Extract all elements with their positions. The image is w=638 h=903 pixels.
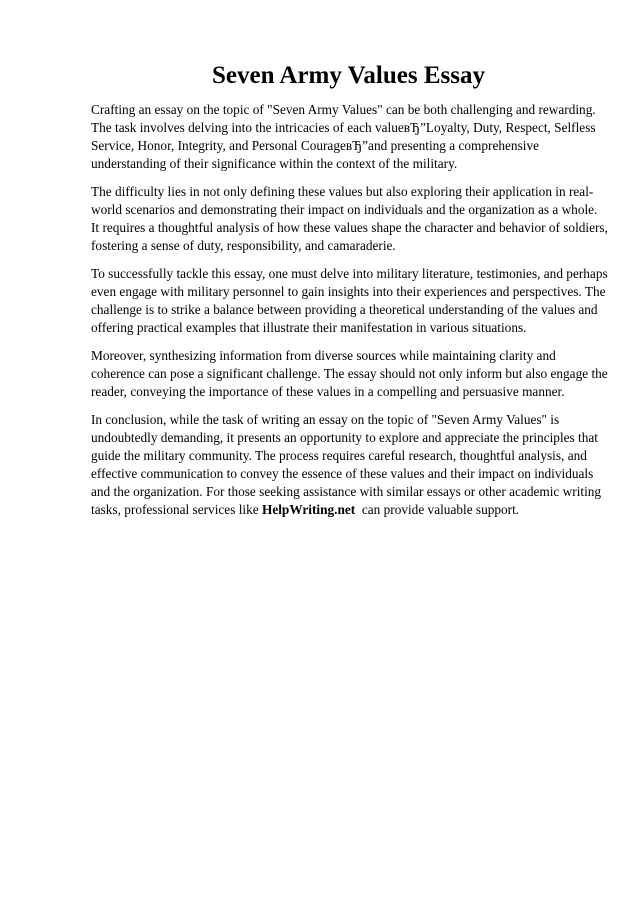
document-title: Seven Army Values Essay xyxy=(212,62,485,89)
text-fragment: can provide valuable support. xyxy=(355,502,520,517)
paragraph-1 xyxy=(91,101,596,173)
text-fragment: tasks, professional services like xyxy=(91,502,262,517)
text-line: and the organization. For those seeking assistance with similar essays or other academic writing xyxy=(91,484,602,499)
text-line-last xyxy=(91,501,596,519)
paragraph-5 xyxy=(91,411,602,519)
paragraph-3 xyxy=(91,265,608,337)
text-line: Service, Honor, Integrity, and Personal CourageвЂ”and presenting a comprehensive xyxy=(91,138,539,153)
text-line: It requires a thoughtful analysis of how these values shape the character and behavior of soldiers, xyxy=(91,220,608,235)
text-line: effective communication to convey the essence of these values and their impact on individuals xyxy=(91,466,594,481)
paragraph-2 xyxy=(91,183,608,255)
helpwriting-link[interactable]: HelpWriting.net xyxy=(261,502,356,517)
text-line: fostering a sense of duty, responsibility, and camaraderie. xyxy=(91,238,396,253)
text-line: undoubtedly demanding, it presents an opportunity to explore and appreciate the principles that xyxy=(91,430,598,445)
text-line: The difficulty lies in not only defining these values but also exploring their application in real- xyxy=(91,184,594,199)
text-line: To successfully tackle this essay, one must delve into military literature, testimonies, and perhaps xyxy=(91,266,608,281)
text-line: challenge is to strike a balance between providing a theoretical understanding of the values and xyxy=(91,302,598,317)
text-line: In conclusion, while the task of writing an essay on the topic of "Seven Army Values" is xyxy=(91,412,560,427)
text-line: offering practical examples that illustrate their manifestation in various situations. xyxy=(91,320,527,335)
document-page xyxy=(91,60,608,529)
text-line: even engage with military personnel to gain insights into their experiences and perspectives. The xyxy=(91,284,606,299)
text-line: understanding of their significance within the context of the military. xyxy=(91,156,458,171)
text-line: coherence can pose a significant challenge. The essay should not only inform but also engage the xyxy=(91,366,608,381)
text-line: The task involves delving into the intricacies of each valueвЂ”Loyalty, Duty, Respect, Selfless xyxy=(91,120,596,135)
text-line: world scenarios and demonstrating their impact on individuals and the organization as a whole. xyxy=(91,202,598,217)
text-line: reader, conveying the importance of these values in a compelling and persuasive manner. xyxy=(91,384,565,399)
text-line: guide the military community. The process requires careful research, thoughtful analysis, and xyxy=(91,448,587,463)
text-line: Crafting an essay on the topic of "Seven Army Values" can be both challenging and rewarding. xyxy=(91,102,596,117)
text-line: Moreover, synthesizing information from diverse sources while maintaining clarity and xyxy=(91,348,556,363)
paragraph-4 xyxy=(91,347,608,401)
